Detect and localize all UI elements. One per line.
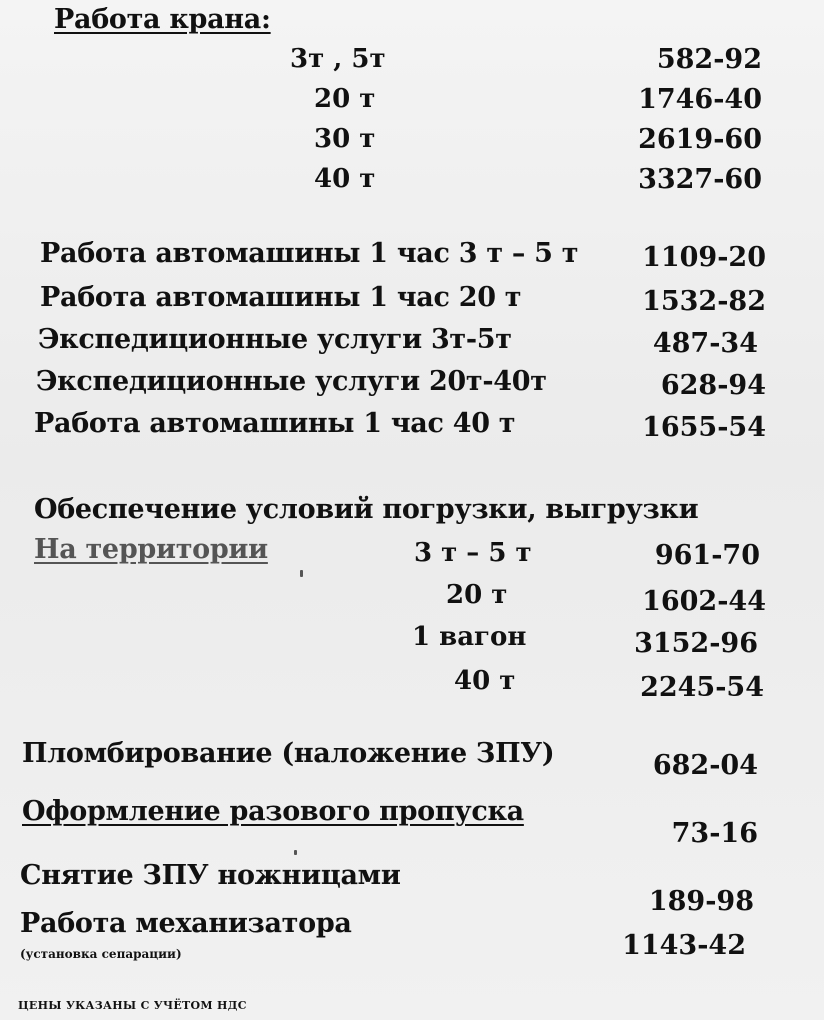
- mechanic-note: (установка сепарации): [20, 947, 182, 961]
- service-row-value: 1109-20: [642, 242, 766, 273]
- service-row-value: 487-34: [652, 328, 758, 359]
- mechanic-value: 1143-42: [622, 930, 746, 961]
- loading-row-value: 2245-54: [640, 672, 764, 703]
- sealing-value: 682-04: [652, 750, 758, 781]
- loading-row-value: 961-70: [654, 540, 760, 571]
- scan-speck: [300, 570, 303, 577]
- service-row-value: 1532-82: [642, 286, 766, 317]
- crane-row-label: 40 т: [314, 164, 376, 194]
- crane-title: Работа крана:: [54, 4, 271, 35]
- crane-row-value: 2619-60: [638, 124, 762, 155]
- crane-row-label: 30 т: [314, 124, 376, 154]
- crane-row-label: 3т , 5т: [290, 44, 386, 74]
- service-row-label: Работа автомашины 1 час 20 т: [40, 282, 522, 313]
- service-row-label: Экспедиционные услуги 20т-40т: [36, 366, 547, 397]
- pass-value: 73-16: [671, 818, 758, 849]
- loading-row-label: 3 т – 5 т: [414, 538, 532, 568]
- service-row-label: Работа автомашины 1 час 3 т – 5 т: [40, 238, 579, 269]
- loading-row-label: 40 т: [454, 666, 516, 696]
- crane-row-value: 3327-60: [638, 164, 762, 195]
- pass-label: Оформление разового пропуска: [22, 796, 524, 827]
- loading-row-value: 3152-96: [634, 628, 758, 659]
- loading-row-label: 20 т: [446, 580, 508, 610]
- mechanic-label: Работа механизатора: [20, 908, 352, 939]
- removal-label: Снятие ЗПУ ножницами: [20, 860, 401, 891]
- crane-row-value: 582-92: [656, 44, 762, 75]
- removal-value: 189-98: [648, 886, 754, 917]
- service-row-label: Работа автомашины 1 час 40 т: [34, 408, 516, 439]
- loading-subtitle: На территории: [34, 534, 268, 565]
- service-row-label: Экспедиционные услуги 3т-5т: [38, 324, 512, 355]
- vat-note: ЦЕНЫ УКАЗАНЫ С УЧЁТОМ НДС: [18, 999, 247, 1012]
- crane-row-value: 1746-40: [638, 84, 762, 115]
- scan-speck: [294, 850, 297, 855]
- sealing-label: Пломбирование (наложение ЗПУ): [22, 738, 555, 769]
- loading-title: Обеспечение условий погрузки, выгрузки: [34, 494, 699, 525]
- loading-row-label: 1 вагон: [412, 622, 527, 652]
- service-row-value: 1655-54: [642, 412, 766, 443]
- loading-row-value: 1602-44: [642, 586, 766, 617]
- crane-row-label: 20 т: [314, 84, 376, 114]
- service-row-value: 628-94: [660, 370, 766, 401]
